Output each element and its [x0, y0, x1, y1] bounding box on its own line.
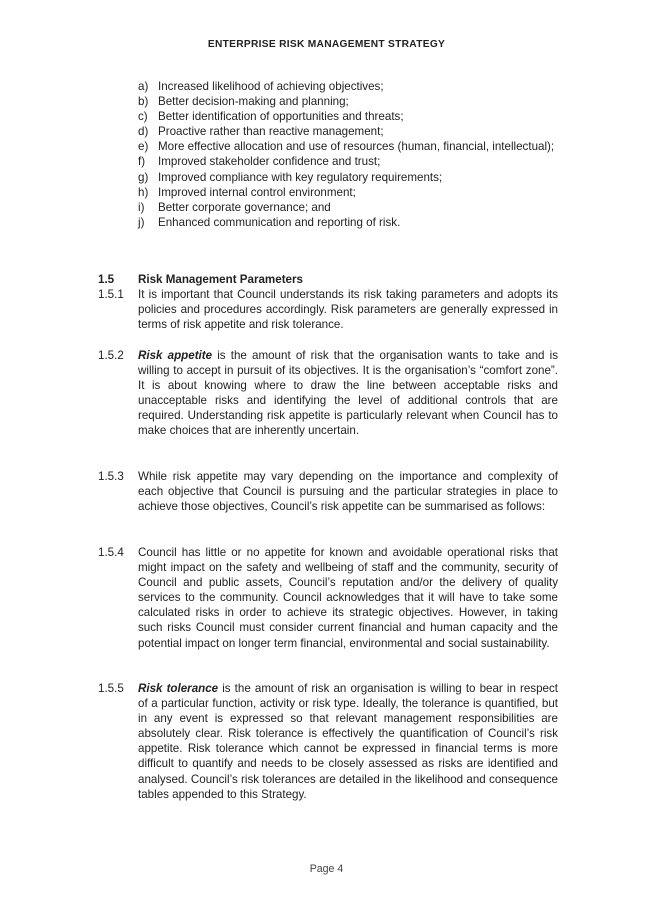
list-item-letter: j) — [138, 215, 145, 229]
paragraph-text: is the amount of risk that the organisation wants to take and is willing to accept in pursuit of its objectives. It is the organisation’s “comfort zone”. It is about knowing where to draw the line between acceptable risks and unacceptable risks and identifying the level of additional controls that are required. Understanding risk appetite is particularly relevant when Council has to make choices that are inherently uncertain. — [138, 349, 558, 438]
paragraph-1-5-1 — [98, 287, 558, 332]
benefits-list — [138, 79, 556, 230]
section-heading — [98, 272, 558, 287]
paragraph-1-5-4 — [98, 545, 558, 651]
page-header: ENTERPRISE RISK MANAGEMENT STRATEGY — [207, 39, 446, 50]
paragraph-number: 1.5.2 — [98, 349, 124, 362]
paragraph-1-5-3 — [98, 469, 558, 514]
list-item-text: Better decision-making and planning; — [158, 95, 349, 109]
paragraph-1-5-2 — [98, 348, 558, 439]
list-item — [138, 215, 556, 230]
paragraph-number: 1.5.1 — [98, 288, 124, 301]
paragraph-text: is the amount of risk an organisation is willing to bear in respect of a particular function, activity or risk type. Ideally, the tolerance is quantified, but in any event is expressed so that relevant management responsibilities are absolutely clear. Risk tolerance is effectively the quantification of Council’s risk appetite. Risk tolerance which cannot be expressed in financial terms is more difficult to quantify and needs to be closely assessed as risks are identified and analysed. Council’s risk tolerances are detailed in the likelihood and consequence tables appended to this Strategy. — [138, 682, 558, 801]
list-item-text: More effective allocation and use of resources (human, financial, intellectual); — [158, 140, 555, 154]
paragraph-text: While risk appetite may vary depending on the importance and complexity of each objective that Council is pursuing and the particular strategies in place to achieve those objectives, Council’s risk appetite can be summarised as follows: — [138, 470, 558, 514]
list-item — [138, 200, 556, 215]
list-item-text: Improved stakeholder confidence and trust; — [158, 155, 381, 169]
list-item — [138, 185, 556, 200]
paragraph-number: 1.5.3 — [98, 470, 124, 483]
list-item-letter: g) — [138, 170, 149, 184]
list-item-text: Increased likelihood of achieving objectives; — [158, 80, 384, 93]
list-item-letter: c) — [138, 110, 148, 124]
list-item-letter: i) — [138, 200, 145, 214]
list-item-letter: a) — [138, 80, 149, 93]
list-item — [138, 139, 556, 154]
list-item-letter: h) — [138, 185, 149, 199]
paragraph-body — [138, 681, 558, 802]
list-item-text: Enhanced communication and reporting of risk. — [158, 215, 401, 229]
paragraph-number: 1.5.4 — [98, 546, 124, 559]
list-item — [138, 154, 556, 169]
page-number: Page 4 — [309, 863, 344, 875]
list-item — [138, 170, 556, 185]
list-item-text: Improved compliance with key regulatory requirements; — [158, 170, 443, 184]
section-title: Risk Management Parameters — [138, 273, 303, 286]
paragraph-1-5-5 — [98, 681, 558, 802]
term-risk-tolerance: Risk tolerance — [138, 682, 219, 695]
list-item-letter: e) — [138, 140, 149, 154]
list-item — [138, 94, 556, 109]
paragraph-number: 1.5.5 — [98, 682, 124, 695]
list-item — [138, 109, 556, 124]
list-item-text: Better corporate governance; and — [158, 200, 331, 214]
list-item-letter: b) — [138, 95, 149, 109]
list-item-letter: d) — [138, 125, 149, 139]
section-number: 1.5 — [98, 273, 115, 286]
list-item-letter: f) — [138, 155, 146, 169]
list-item-text: Better identification of opportunities and threats; — [158, 110, 404, 124]
paragraph-text: It is important that Council understands its risk taking parameters and adopts its policies and procedures accordingly. Risk parameters are generally expressed in terms of risk appetite and risk tolerance. — [138, 288, 558, 332]
term-risk-appetite: Risk appetite — [138, 349, 213, 362]
paragraph-text: Council has little or no appetite for known and avoidable operational risks that might impact on the safety and wellbeing of staff and the community, security of Council and public assets, Council’s reputation and/or the delivery of quality services to the community. Council acknowledges that it will have to take some calculated risks in order to achieve its strategic objectives. However, in taking such risks Council must consider current financial and human capacity and the potential impact on longer term financial, environmental and social sustainability. — [138, 546, 558, 650]
paragraph-body — [138, 348, 558, 439]
list-item-text: Proactive rather than reactive management; — [158, 125, 384, 139]
list-item-text: Improved internal control environment; — [158, 185, 356, 199]
list-item — [138, 124, 556, 139]
list-item — [138, 79, 556, 94]
